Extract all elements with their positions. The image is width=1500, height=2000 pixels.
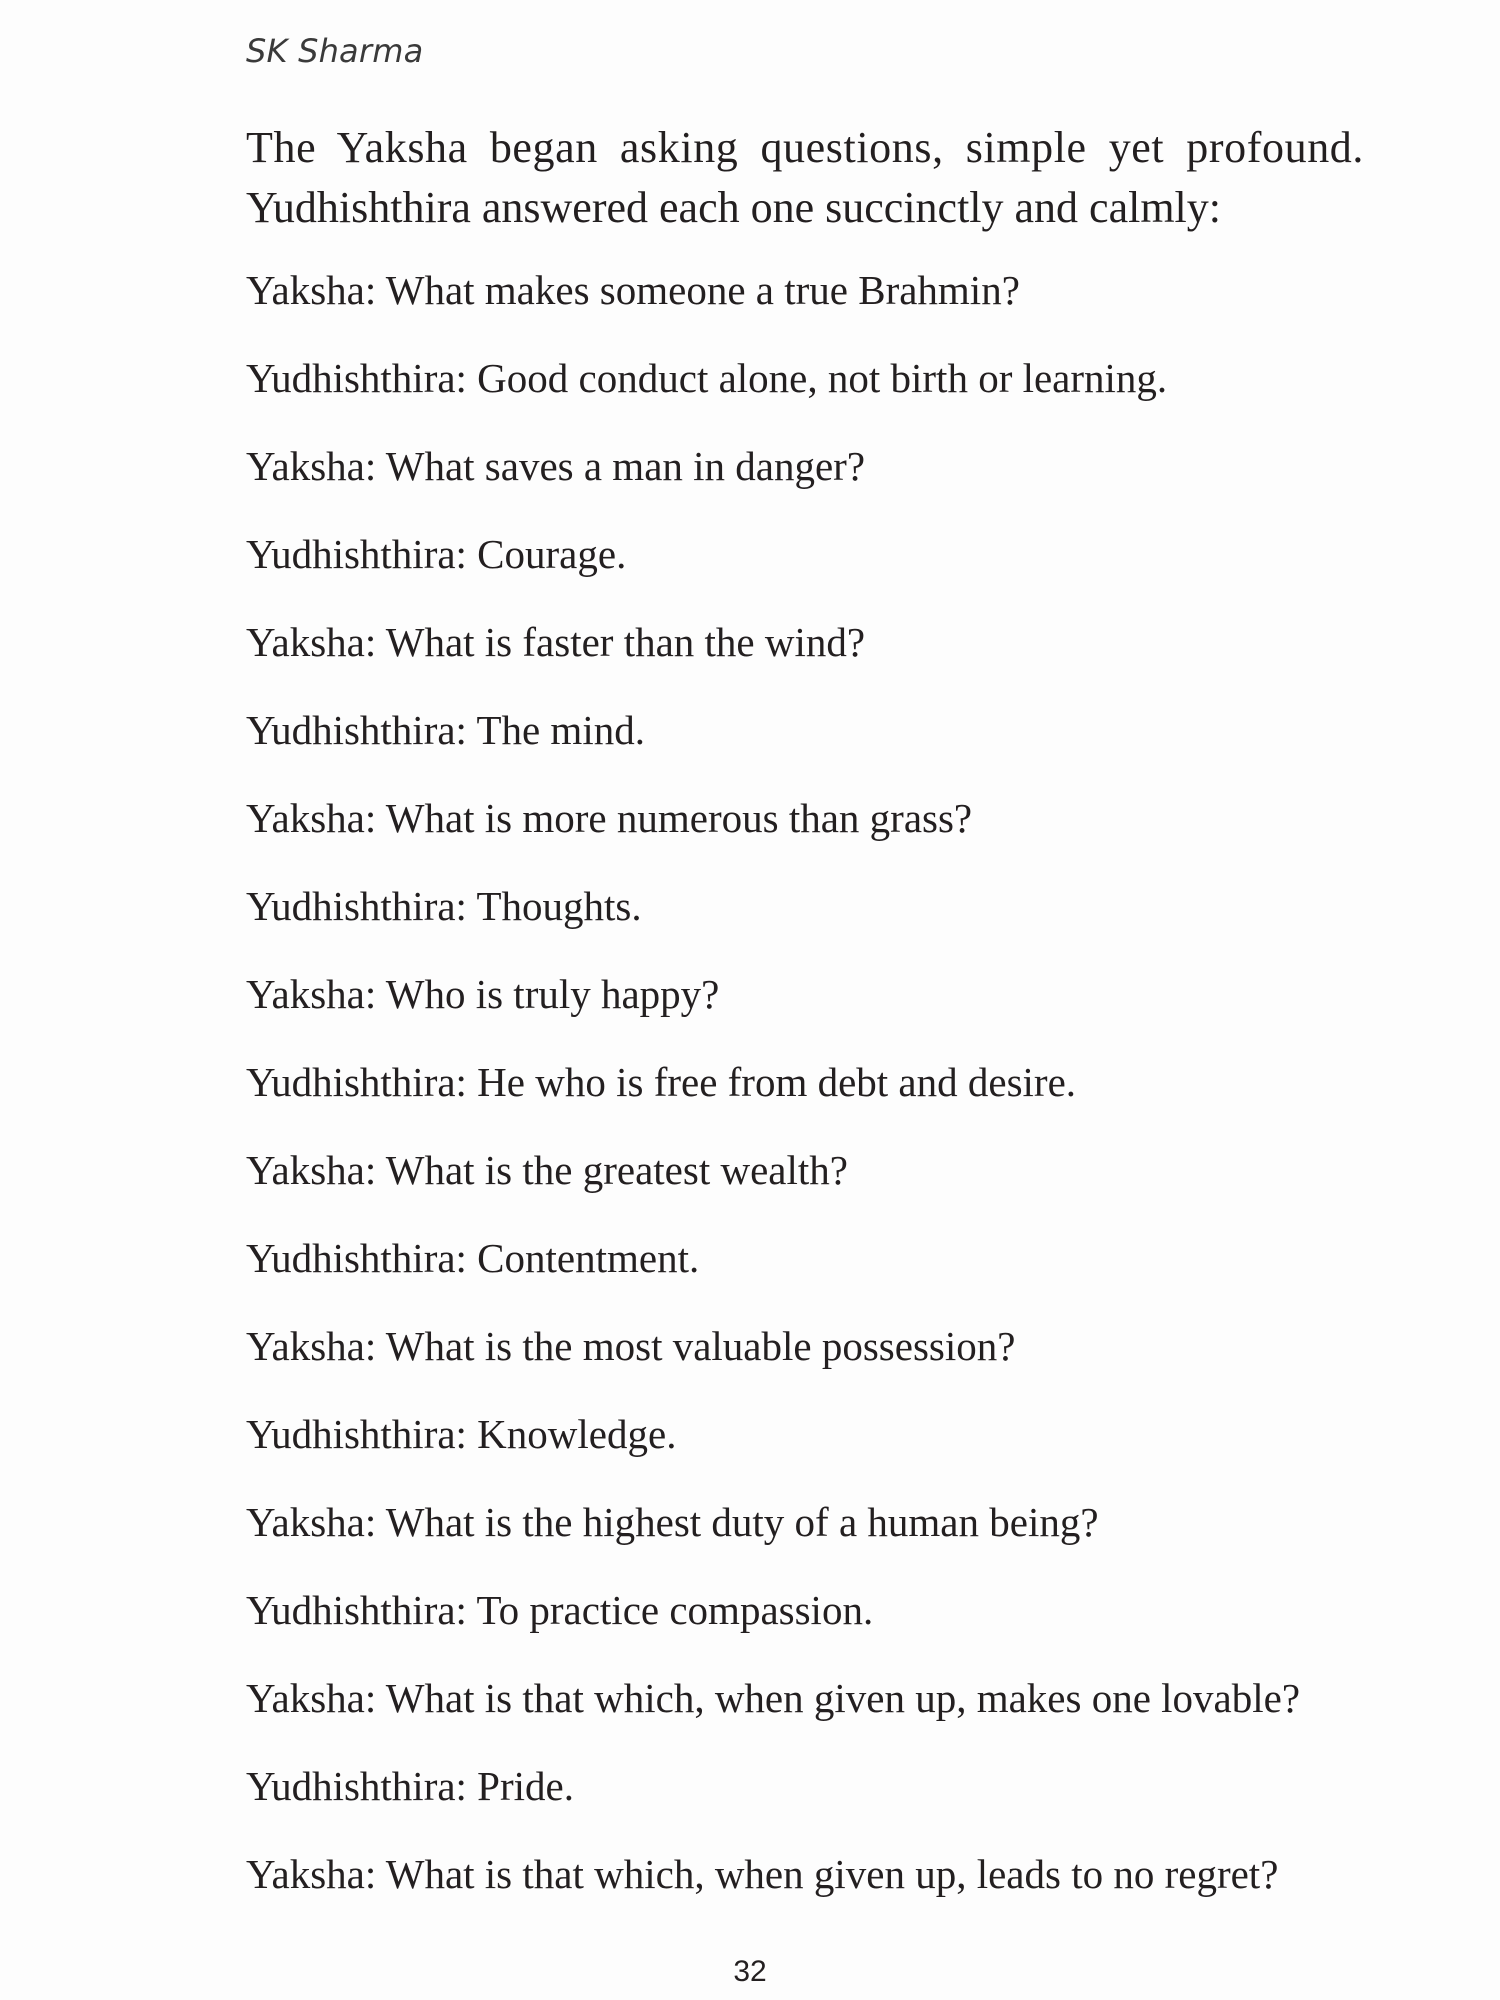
dialogue-line: Yaksha: What is the highest duty of a human being?: [246, 1499, 1099, 1545]
dialogue-line: Yaksha: What is the greatest wealth?: [246, 1147, 848, 1193]
dialogue-line: Yudhishthira: He who is free from debt and desire.: [246, 1059, 1077, 1105]
dialogue-line: Yudhishthira: Contentment.: [246, 1235, 700, 1281]
dialogue-line: Yudhishthira: The mind.: [246, 707, 645, 753]
running-head-author: SK Sharma: [246, 32, 424, 70]
dialogue-line: Yaksha: What makes someone a true Brahmin?: [246, 267, 1020, 313]
dialogue-line: Yudhishthira: Good conduct alone, not birth or learning.: [246, 355, 1168, 401]
intro-paragraph: [246, 118, 1364, 238]
dialogue-line: Yudhishthira: Thoughts.: [246, 883, 642, 929]
dialogue-line: Yudhishthira: Courage.: [246, 531, 627, 577]
page-number: 32: [733, 1955, 767, 1988]
dialogue-line: Yudhishthira: Knowledge.: [246, 1411, 677, 1457]
dialogue-line: Yudhishthira: Pride.: [246, 1763, 574, 1809]
dialogue-line: Yaksha: What is that which, when given up, makes one lovable?: [246, 1675, 1301, 1721]
dialogue-line: Yaksha: What is that which, when given up, leads to no regret?: [246, 1851, 1279, 1897]
intro-line-1: The Yaksha began asking questions, simple yet profound.: [246, 123, 1364, 172]
dialogue-line: Yaksha: What saves a man in danger?: [246, 443, 866, 489]
dialogue-line: Yudhishthira: To practice compassion.: [246, 1587, 874, 1633]
dialogue-line: Yaksha: What is the most valuable possession?: [246, 1323, 1016, 1369]
dialogue-line: Yaksha: What is more numerous than grass?: [246, 795, 973, 841]
dialogue-line: Yaksha: Who is truly happy?: [246, 971, 720, 1017]
dialogue-list: [246, 264, 1396, 1936]
dialogue-line: Yaksha: What is faster than the wind?: [246, 619, 866, 665]
intro-line-2: Yudhishthira answered each one succinctly and calmly:: [246, 183, 1222, 232]
